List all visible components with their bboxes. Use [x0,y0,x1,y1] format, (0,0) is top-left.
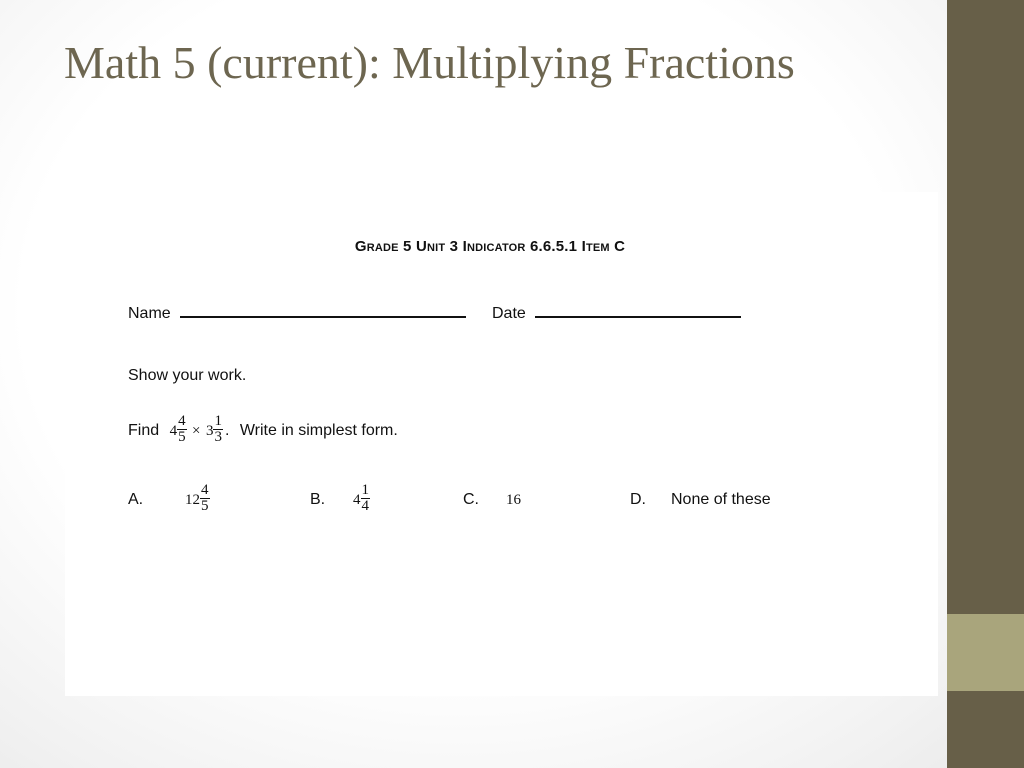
choice-a-letter: A. [128,491,144,508]
choice-a-numerator: 4 [201,481,209,498]
term1-denominator: 5 [178,428,186,445]
term1-numerator: 4 [178,412,186,429]
choice-b-letter: B. [310,491,326,508]
sidebar-accent-block [947,614,1024,691]
term2-fraction [213,414,223,445]
date-blank [535,302,741,318]
term1-whole: 4 [169,423,178,439]
prompt-period: . [224,422,230,439]
worksheet-image [65,192,938,696]
term1-fraction [177,414,187,445]
choice-b-fraction [361,483,371,514]
choice-b-denominator: 4 [361,497,369,514]
choice-b-whole: 4 [353,492,361,508]
choice-d-letter: D. [630,491,646,508]
multiply-operator: × [192,423,201,439]
name-blank [180,302,466,318]
prompt-tail: Write in simplest form. [239,422,398,439]
worksheet-heading [65,238,915,255]
date-row [492,302,741,324]
choice-a-whole: 12 [185,492,200,508]
instruction-text: Show your work. [128,367,247,384]
choice-c-value: 16 [506,492,521,508]
name-row [128,302,466,324]
choice-b-numerator: 1 [361,481,369,498]
heading-text: Grade 5 Unit 3 Indicator 6.6.5.1 Item C [354,238,626,255]
choice-a-value [185,478,210,522]
date-label: Date [492,305,526,322]
choice-a-denominator: 5 [201,497,209,514]
term2-denominator: 3 [214,428,222,445]
term2-numerator: 1 [214,412,222,429]
problem-prompt [128,408,398,454]
name-label: Name [128,305,171,322]
find-label: Find [128,422,160,439]
choice-c-letter: C. [463,491,479,508]
term2-whole: 3 [205,423,214,439]
choice-b-value [353,478,370,522]
choice-d-value: None of these [671,491,771,508]
choice-a-fraction [200,483,210,514]
slide-title: Math 5 (current): Multiplying Fractions [64,37,795,88]
